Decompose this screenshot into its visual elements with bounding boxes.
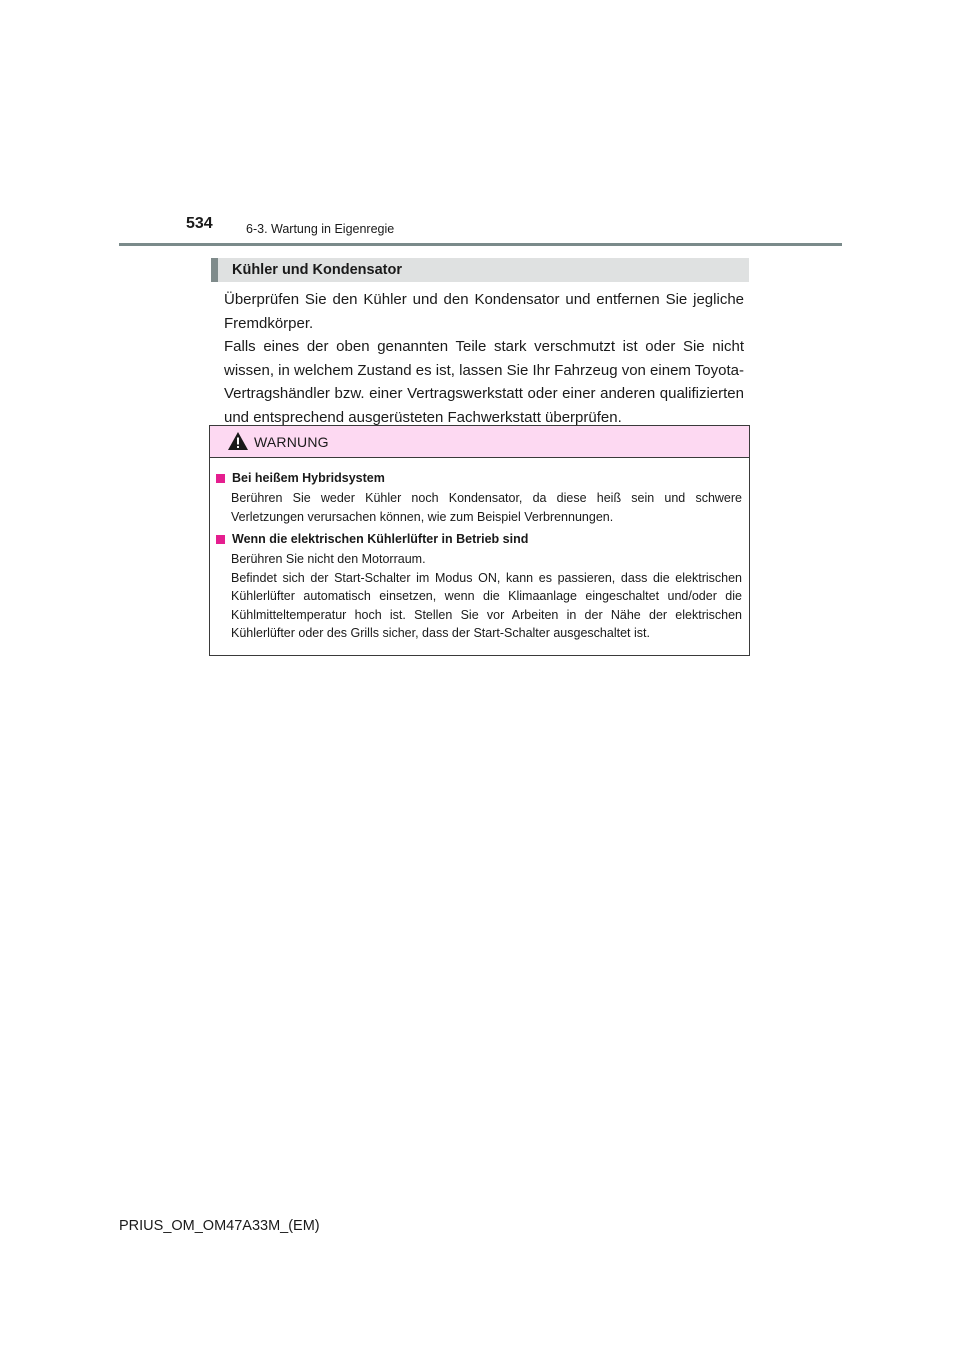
section-label: 6-3. Wartung in Eigenregie bbox=[246, 222, 395, 236]
body-paragraph: Überprüfen Sie den Kühler und den Kondensator und entfernen Sie jegliche Fremdkörper. bbox=[224, 291, 744, 332]
bullet-square-icon bbox=[216, 535, 225, 544]
bullet-square-icon bbox=[216, 474, 225, 483]
warning-item bbox=[216, 530, 746, 643]
warning-item bbox=[216, 469, 746, 526]
warning-label: WARNUNG bbox=[254, 434, 329, 450]
header-rule bbox=[119, 243, 842, 246]
warning-item-body bbox=[231, 550, 742, 643]
page-number: 534 bbox=[186, 215, 213, 232]
warning-item-line: Befindet sich der Start-Schalter im Modus ON, kann es passieren, dass die elektrischen Kühlerlüfter automatisch einsetzen, wenn die Klimaanlage eingeschaltet und/oder die Kühlmitteltemperatur hoch ist. Stellen Sie vor Arbeiten in der Nähe der elektrischen Kühlerlüfter oder des Grills sicher, dass der Start-Schalter ausgeschaltet ist. bbox=[231, 570, 742, 640]
warning-triangle-icon bbox=[227, 431, 249, 451]
warning-item-heading bbox=[216, 469, 746, 487]
warning-header bbox=[210, 426, 749, 458]
warning-item-heading bbox=[216, 530, 746, 548]
section-heading-text: Kühler und Kondensator bbox=[232, 262, 402, 278]
warning-item-line: Berühren Sie nicht den Motorraum. bbox=[231, 552, 426, 566]
warning-item-line: Berühren Sie weder Kühler noch Kondensator, da diese heiß sein und schwere Verletzungen verursachen können, wie zum Beispiel Verbrennungen. bbox=[231, 491, 742, 524]
section-heading bbox=[211, 258, 749, 282]
body-text bbox=[224, 288, 744, 429]
warning-item-title: Wenn die elektrischen Kühlerlüfter in Betrieb sind bbox=[232, 532, 529, 546]
document-code: PRIUS_OM_OM47A33M_(EM) bbox=[119, 1218, 320, 1234]
body-paragraph: Falls eines der oben genannten Teile stark verschmutzt ist oder Sie nicht wissen, in welchem Zustand es ist, lassen Sie Ihr Fahrzeug von einem Toyota-Vertragshändler bzw. einer Vertragswerkstatt oder einer anderen qualifizierten und entsprechend ausgerüsteten Fachwerkstatt überprüfen. bbox=[224, 338, 744, 426]
warning-box bbox=[209, 425, 750, 656]
warning-item-title: Bei heißem Hybridsystem bbox=[232, 471, 385, 485]
warning-item-body bbox=[231, 489, 742, 526]
